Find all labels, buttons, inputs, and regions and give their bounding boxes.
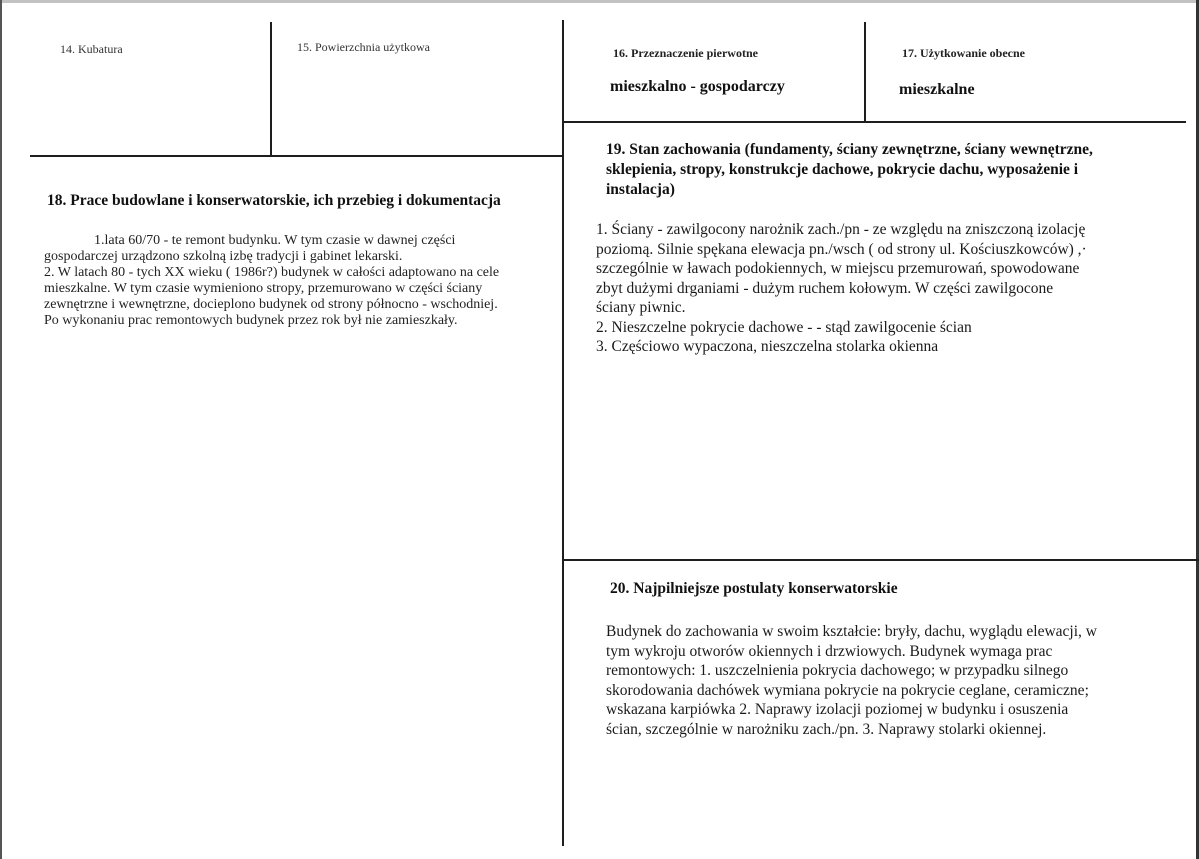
section-19-title-line: instalacja) <box>606 181 675 198</box>
section-18-line: gospodarczej urządzono szkolną izbę tradycji i gabinet lekarski. <box>44 249 403 264</box>
section-19-line: zbyt dużymi drganiami - dużym ruchem kołowym. W części zawilgocone <box>596 279 1054 297</box>
section-18-line: mieszkalne. W tym czasie wymieniono stropy, przemurowano w części ściany <box>44 281 483 296</box>
section-19-line: poziomą. Silnie spękana elewacja pn./wsch ( od strony ul. Kościuszkowców) ,· <box>596 240 1087 258</box>
section-19-line: 3. Częściowo wypaczona, nieszczelna stolarka okienna <box>596 338 939 355</box>
divider-v-14-15 <box>270 22 272 156</box>
field-15-powierzchnia-label: 15. Powierzchnia użytkowa <box>297 40 430 54</box>
section-20-line: tym wykroju otworów okiennych i drzwiowych. Budynek wymaga prac <box>606 642 1053 660</box>
section-18-line: zewnętrzne i wewnętrzne, docieplono budynek od strony północno - wschodniej. <box>44 297 498 312</box>
section-20-line: wskazana karpiówka 2. Naprawy izolacji poziomej w budynku i osuszenia <box>606 701 1069 718</box>
field-16-przeznaczenie-label: 16. Przeznaczenie pierwotne <box>613 46 758 60</box>
section-20-title: 20. Najpilniejsze postulaty konserwatorskie <box>610 580 898 597</box>
section-19-line: 2. Nieszczelne pokrycie dachowe - - stąd zawilgocenie ścian <box>596 318 972 336</box>
section-19-title-line: 19. Stan zachowania (fundamenty, ściany zewnętrzne, ściany wewnętrzne, <box>606 141 1093 158</box>
scan-left-edge <box>0 0 2 859</box>
section-20-line: skorodowania dachówek wymiana pokrycie na pokrycie ceglane, ceramiczne; <box>606 681 1089 699</box>
divider-h-left <box>30 155 563 157</box>
section-20-line: remontowych: 1. uszczelnienia pokrycia dachowego; w przypadku silnego <box>606 662 1069 679</box>
divider-h-right-top <box>563 121 1186 123</box>
section-19-title <box>606 140 1166 200</box>
section-18-line: Po wykonaniu prac remontowych budynek przez rok był nie zamieszkały. <box>44 313 458 328</box>
divider-v-main <box>562 20 564 846</box>
field-16-przeznaczenie-value: mieszkalno - gospodarczy <box>610 78 785 95</box>
field-17-uzytkowanie-value: mieszkalne <box>899 81 975 98</box>
section-18-body <box>44 233 554 329</box>
scan-top-edge <box>0 0 1199 3</box>
section-18-line: 1.lata 60/70 - te remont budynku. W tym czasie w dawnej części <box>94 233 456 248</box>
section-19-line: 1. Ściany - zawilgocony narożnik zach./pn - ze względu na zniszczoną izolację <box>596 221 1086 238</box>
field-14-kubatura-label: 14. Kubatura <box>60 42 123 56</box>
section-20-line: ścian, szczególnie w narożniku zach./pn. 3. Naprawy stolarki okiennej. <box>606 720 1047 738</box>
section-19-line: ściany piwnic. <box>596 299 686 316</box>
section-20-body <box>606 622 1176 739</box>
field-17-uzytkowanie-label: 17. Użytkowanie obecne <box>902 46 1025 60</box>
divider-h-right-mid <box>563 559 1199 561</box>
divider-v-16-17 <box>864 22 866 122</box>
section-18-line: 2. W latach 80 - tych XX wieku ( 1986r?) budynek w całości adaptowano na cele <box>44 265 500 280</box>
section-19-body <box>596 220 1176 357</box>
section-20-line: Budynek do zachowania w swoim kształcie: bryły, dachu, wyglądu elewacji, w <box>606 623 1097 640</box>
section-19-line: szczególnie w ławach podokiennych, w miejscu przemurowań, spowodowane <box>596 260 1080 277</box>
section-18-title: 18. Prace budowlane i konserwatorskie, ich przebieg i dokumentacja <box>47 192 501 209</box>
section-19-title-line: sklepienia, stropy, konstrukcje dachowe, pokrycie dachu, wyposażenie i <box>606 161 1079 178</box>
